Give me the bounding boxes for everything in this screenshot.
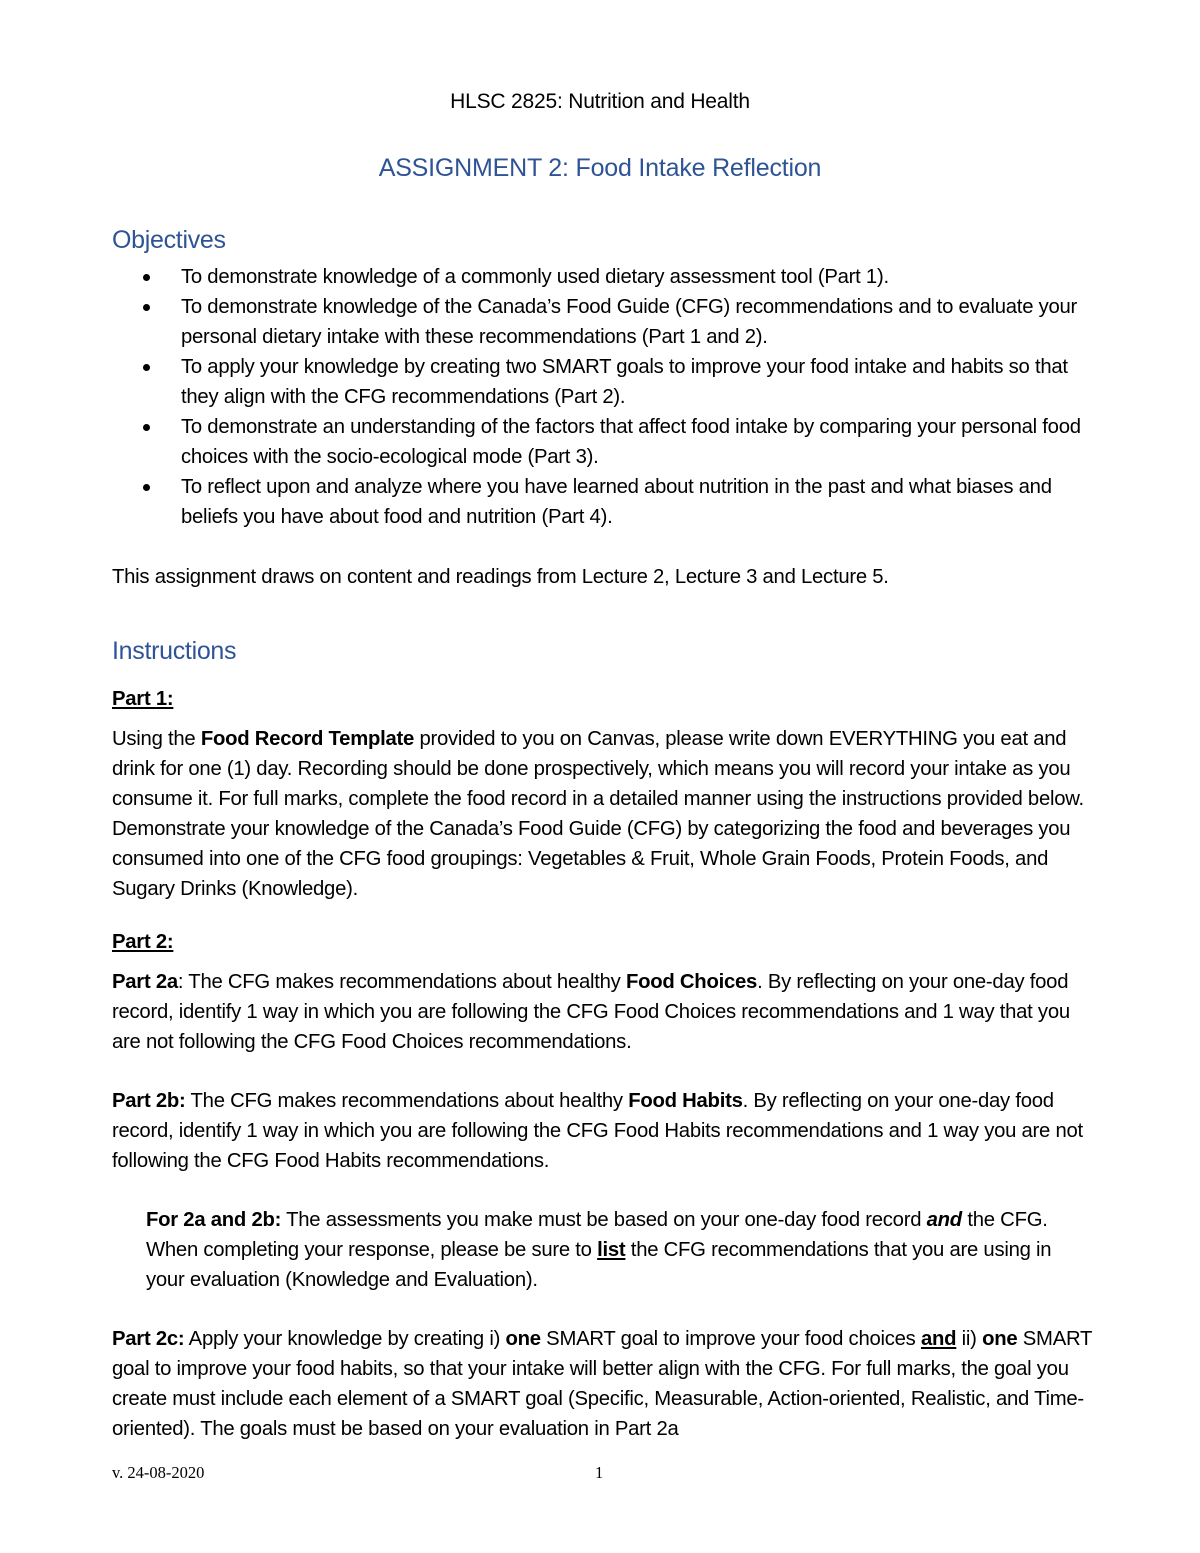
part1-t1: Using the [112, 728, 201, 750]
part1-text [112, 724, 1092, 904]
course-name: : Nutrition and Health [556, 90, 750, 113]
objective-text: To demonstrate knowledge of the Canada’s Food Guide (CFG) recommendations and to evaluate your personal dietary intake with these recommendations (Part 1 and 2). [181, 296, 1078, 348]
part2c-t2: SMART goal to improve your food choices [540, 1328, 921, 1350]
list-item [112, 262, 1102, 292]
objective-text: To demonstrate an understanding of the factors that affect food intake by comparing your personal food choices with the socio-ecological mode (Part 3). [181, 416, 1081, 468]
one-emphasis-1: one [505, 1328, 541, 1350]
page-number: 1 [595, 1463, 604, 1482]
part2ab-note [146, 1205, 1092, 1295]
and-emphasis-2: and [920, 1328, 957, 1350]
part2b-t1: The CFG makes recommendations about healthy [185, 1090, 629, 1112]
one-emphasis-2: one [982, 1328, 1018, 1350]
part1-t2: provided to you on Canvas, please write down EVERYTHING you eat and drink for one (1) day. Recording should be done prospectively, which means you will record your intake as you consume it. For full marks, complete the food record in a detailed manner using the instructions provided below. Demonstrate your knowledge of the Canada’s Food Guide (CFG) by categorizing the food and beverages you consumed into one of the CFG food groupings: Vegetables & Fruit, Whole Grain Foods, Protein Foods, and Sugary Drinks (Knowledge). [112, 728, 1084, 900]
list-item [112, 352, 1102, 412]
part2c-text [112, 1324, 1092, 1444]
food-habits: Food Habits [628, 1090, 743, 1112]
part2a-label: Part 2a [112, 971, 178, 993]
course-code: HLSC 2825 [450, 90, 557, 113]
part2-heading-text: Part 2: [112, 931, 174, 953]
part2c-t1: Apply your knowledge by creating i) [184, 1328, 506, 1350]
objectives-list [112, 262, 1102, 532]
bullet-icon [143, 424, 150, 431]
part2b-text [112, 1086, 1092, 1176]
part2ab-t1: The assessments you make must be based on your one-day food record [281, 1209, 927, 1231]
part2ab-t2: the CFG. When completing your response, please be sure to [146, 1209, 1048, 1261]
objective-text: To apply your knowledge by creating two SMART goals to improve your food intake and habits so that they align with the CFG recommendations (Part 2). [181, 356, 1068, 408]
bullet-icon [143, 484, 150, 491]
list-item [112, 472, 1102, 532]
list-item [112, 292, 1102, 352]
objective-text: To reflect upon and analyze where you have learned about nutrition in the past and what biases and beliefs you have about food and nutrition (Part 4). [181, 476, 1052, 528]
part1-heading-text: Part 1: [112, 688, 174, 710]
objective-text: To demonstrate knowledge of a commonly used dietary assessment tool (Part 1). [181, 266, 889, 288]
objectives-heading: Objectives [112, 226, 226, 254]
bullet-icon [143, 364, 150, 371]
assignment-title: ASSIGNMENT 2: Food Intake Reflection [378, 154, 822, 182]
part2a-text [112, 967, 1092, 1057]
part2b-label: Part 2b: [112, 1090, 186, 1112]
part2c-label: Part 2c: [112, 1328, 185, 1350]
part2a-t1: : The CFG makes recommendations about healthy [177, 971, 626, 993]
part2-heading [112, 927, 1092, 957]
instructions-heading: Instructions [112, 637, 237, 665]
part2ab-t3: the CFG recommendations that you are using in your evaluation (Knowledge and Evaluation). [146, 1239, 1052, 1291]
list-item [112, 412, 1102, 472]
part2ab-label: For 2a and 2b: [146, 1209, 282, 1231]
course-header [0, 90, 1200, 114]
food-choices: Food Choices [625, 971, 758, 993]
part2b-t2: . By reflecting on your one-day food record, identify 1 way in which you are following the CFG Food Habits recommendations and 1 way you are not following the CFG Food Habits recommendations. [112, 1090, 1083, 1172]
bullet-icon [143, 304, 150, 311]
and-emphasis: and [926, 1209, 962, 1231]
part1-heading [112, 684, 1092, 714]
food-record-template: Food Record Template [200, 728, 415, 750]
part2c-t3: ii) [956, 1328, 983, 1350]
bullet-icon [143, 274, 150, 281]
list-emphasis: list [597, 1239, 626, 1261]
version-footer: v. 24-08-2020 [112, 1463, 205, 1482]
part2a-t2: . By reflecting on your one-day food record, identify 1 way in which you are following the CFG Food Choices recommendations and 1 way that you are not following the CFG Food Choices recommendations. [112, 971, 1070, 1053]
part2c-t4: SMART goal to improve your food habits, so that your intake will better align with the CFG. For full marks, the goal you create must include each element of a SMART goal (Specific, Measurable, Action-oriented, Realistic, and Time-oriented). The goals must be based on your evaluation in Part 2a [112, 1328, 1092, 1440]
draws-on-text: This assignment draws on content and readings from Lecture 2, Lecture 3 and Lecture 5. [112, 566, 889, 588]
